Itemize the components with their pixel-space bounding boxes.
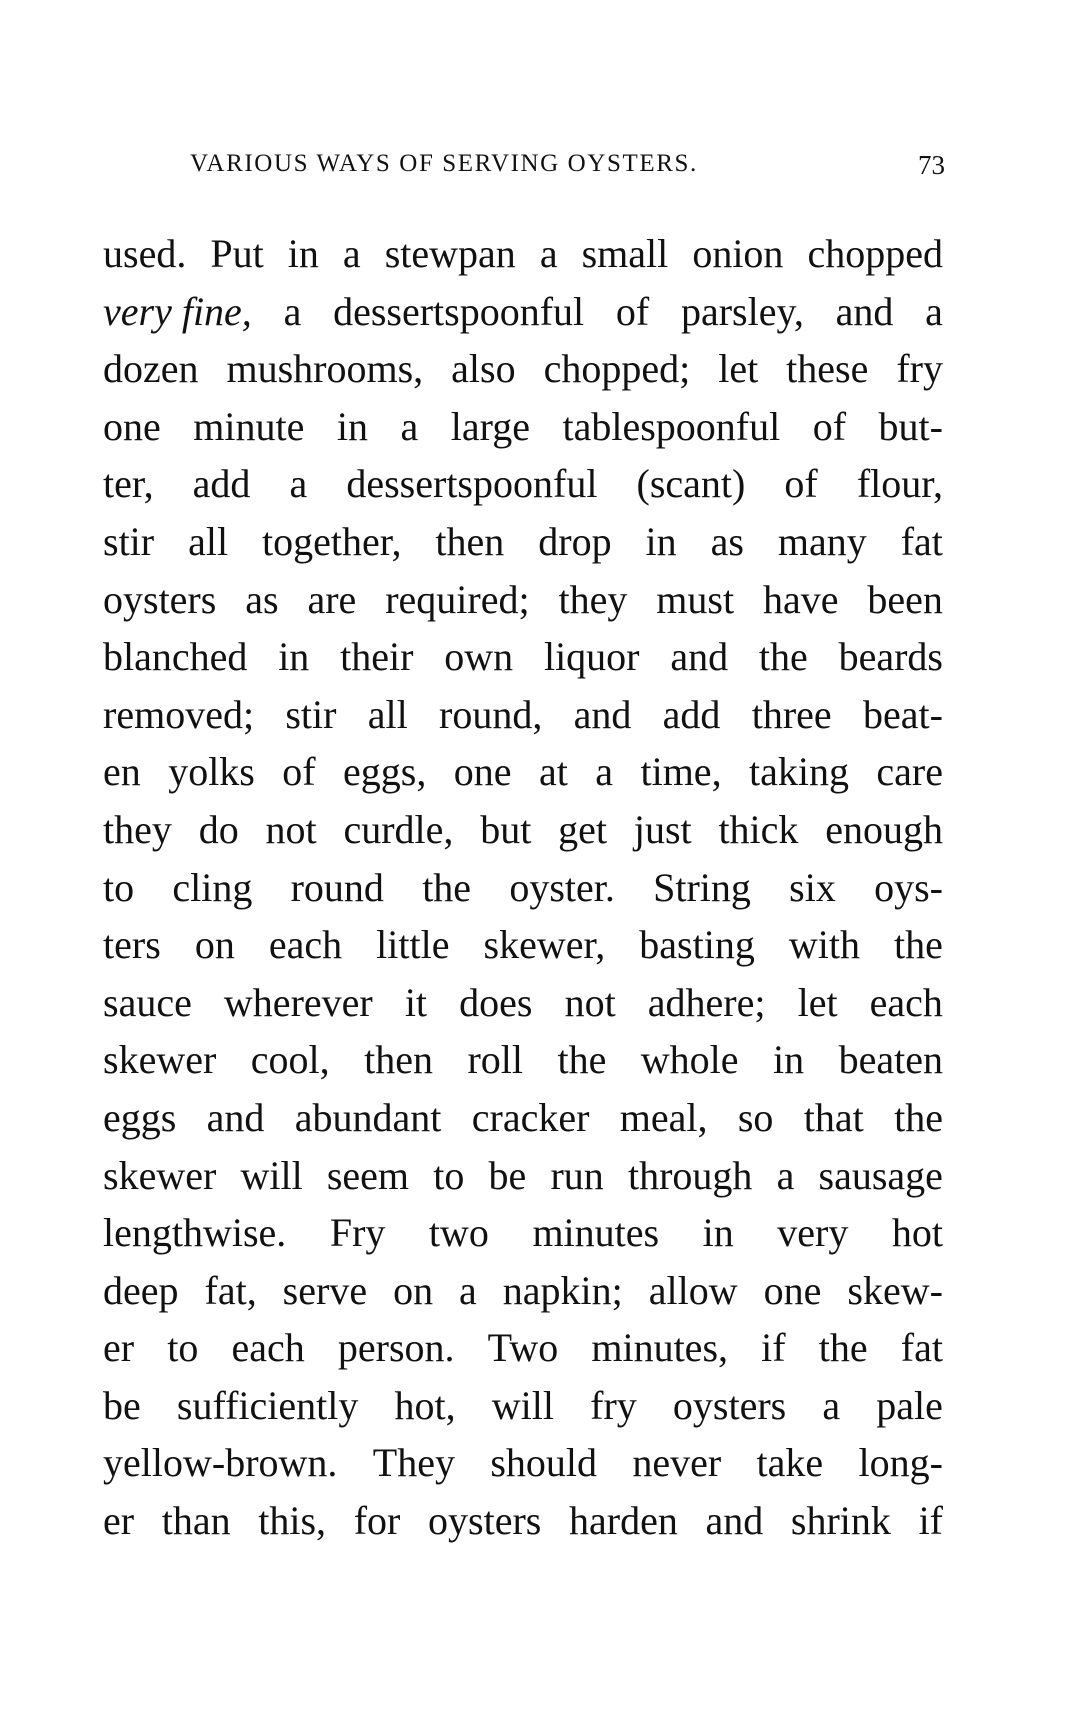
word: seem bbox=[326, 1152, 410, 1198]
word: many bbox=[777, 518, 867, 564]
text-line bbox=[103, 801, 943, 859]
word: on bbox=[393, 1267, 434, 1313]
word: not bbox=[564, 979, 616, 1025]
word: round, bbox=[439, 691, 543, 737]
running-title: VARIOUS WAYS OF SERVING OYSTERS. bbox=[190, 150, 698, 177]
word: a bbox=[925, 288, 943, 334]
word: fry bbox=[590, 1382, 637, 1428]
text-line bbox=[103, 686, 943, 744]
word: Two bbox=[487, 1325, 559, 1371]
word: cling bbox=[172, 864, 253, 910]
word: serve bbox=[282, 1267, 368, 1313]
word: deep bbox=[103, 1267, 179, 1313]
word: dessertspoonful bbox=[346, 461, 598, 507]
word: they bbox=[558, 576, 628, 622]
word: and bbox=[573, 691, 632, 737]
text-line bbox=[103, 1031, 943, 1089]
word: not bbox=[265, 806, 317, 852]
word: to bbox=[167, 1325, 199, 1371]
word: sufficiently bbox=[176, 1382, 359, 1428]
word: stir bbox=[103, 518, 155, 564]
word: dessertspoonful bbox=[333, 288, 585, 334]
word: the bbox=[894, 1094, 943, 1140]
text-line bbox=[103, 225, 943, 283]
text-line bbox=[103, 974, 943, 1032]
word: hot, bbox=[394, 1382, 456, 1428]
word: adhere; bbox=[647, 979, 766, 1025]
word: eggs bbox=[103, 1094, 177, 1140]
word: Put bbox=[210, 231, 264, 276]
word: very bbox=[777, 1210, 849, 1256]
word: a bbox=[289, 461, 308, 507]
word: large bbox=[450, 403, 530, 449]
text-line bbox=[103, 1434, 943, 1492]
word: of bbox=[812, 403, 847, 449]
word: a bbox=[539, 231, 558, 276]
word: to bbox=[103, 864, 135, 910]
word: ters bbox=[103, 922, 161, 968]
word: will bbox=[491, 1382, 554, 1428]
word: beards bbox=[838, 634, 943, 680]
word: if bbox=[918, 1498, 943, 1544]
word: Fry bbox=[329, 1210, 386, 1256]
word: a bbox=[776, 1152, 795, 1198]
word: also bbox=[451, 346, 516, 392]
word: mushrooms, bbox=[226, 346, 424, 392]
word: required; bbox=[385, 576, 530, 622]
word: er bbox=[103, 1325, 135, 1371]
word: than bbox=[161, 1498, 231, 1544]
word: a bbox=[342, 231, 361, 276]
word: all bbox=[188, 518, 229, 564]
text-line bbox=[103, 1262, 943, 1320]
word: fat bbox=[900, 518, 943, 564]
word: do bbox=[198, 806, 239, 852]
word: of bbox=[282, 749, 316, 795]
text-line bbox=[103, 1089, 943, 1147]
text-line bbox=[103, 571, 943, 629]
body-text bbox=[103, 225, 943, 1550]
word: pale bbox=[876, 1382, 943, 1428]
word: one bbox=[103, 403, 161, 449]
text-line bbox=[103, 916, 943, 974]
word: whole bbox=[640, 1037, 739, 1083]
word: hot bbox=[891, 1210, 943, 1256]
word: each bbox=[268, 922, 343, 968]
word: yellow-brown. bbox=[103, 1440, 338, 1486]
running-head bbox=[190, 150, 945, 190]
word: small bbox=[581, 231, 669, 276]
word: take bbox=[756, 1440, 824, 1486]
word: round bbox=[290, 864, 384, 910]
word: so bbox=[737, 1094, 774, 1140]
word: the bbox=[422, 864, 472, 910]
word: they bbox=[103, 806, 172, 852]
word: very fine, bbox=[103, 288, 252, 334]
word: then bbox=[364, 1037, 433, 1083]
word: a bbox=[400, 403, 419, 449]
word: each bbox=[869, 979, 943, 1025]
word: blanched bbox=[103, 634, 248, 680]
text-line bbox=[103, 628, 943, 686]
word: as bbox=[245, 576, 279, 622]
word: wherever bbox=[223, 979, 373, 1025]
word: meal, bbox=[619, 1094, 708, 1140]
text-line bbox=[103, 398, 943, 456]
word: it bbox=[404, 979, 428, 1025]
word: skew- bbox=[847, 1267, 943, 1313]
word: as bbox=[710, 518, 744, 564]
word: onion bbox=[692, 231, 784, 276]
word: in bbox=[645, 518, 677, 564]
word: skewer, bbox=[483, 922, 606, 968]
word: allow bbox=[648, 1267, 738, 1313]
text-line bbox=[103, 743, 943, 801]
text-line bbox=[103, 1377, 943, 1435]
word: the bbox=[557, 1037, 607, 1083]
word: the bbox=[758, 634, 808, 680]
word: of bbox=[784, 461, 818, 507]
word: skewer bbox=[103, 1037, 217, 1083]
word: yolks bbox=[168, 749, 255, 795]
word: have bbox=[762, 576, 839, 622]
word: a bbox=[595, 749, 614, 795]
word: parsley, bbox=[680, 288, 804, 334]
word: in bbox=[287, 231, 319, 276]
word: does bbox=[459, 979, 533, 1025]
word: run bbox=[550, 1152, 604, 1198]
word: oysters bbox=[428, 1498, 542, 1544]
word: abundant bbox=[294, 1094, 442, 1140]
word: care bbox=[876, 749, 943, 795]
word: and bbox=[705, 1498, 764, 1544]
word: chopped; bbox=[543, 346, 691, 392]
word: stewpan bbox=[384, 231, 516, 276]
word: ter, bbox=[103, 461, 154, 507]
word: own bbox=[444, 634, 514, 680]
word: minutes bbox=[532, 1210, 660, 1256]
word: and bbox=[206, 1094, 265, 1140]
word: thick bbox=[718, 806, 799, 852]
word: fry bbox=[896, 346, 943, 392]
word: They bbox=[372, 1440, 455, 1486]
text-line bbox=[103, 1492, 943, 1550]
word: eggs, bbox=[343, 749, 427, 795]
word: sausage bbox=[818, 1152, 943, 1198]
word: the bbox=[894, 922, 943, 968]
word: used. bbox=[103, 231, 187, 276]
word: String bbox=[653, 864, 751, 910]
word: one bbox=[453, 749, 512, 795]
word: minutes, bbox=[591, 1325, 729, 1371]
word: curdle, bbox=[343, 806, 454, 852]
word: but bbox=[480, 806, 532, 852]
word: with bbox=[788, 922, 860, 968]
word: (scant) bbox=[636, 461, 746, 507]
word: at bbox=[538, 749, 568, 795]
word: this, bbox=[258, 1498, 327, 1544]
word: one bbox=[763, 1267, 822, 1313]
word: to bbox=[433, 1152, 465, 1198]
word: stir bbox=[285, 691, 337, 737]
word: harden bbox=[569, 1498, 678, 1544]
word: roll bbox=[467, 1037, 523, 1083]
word: be bbox=[103, 1382, 141, 1428]
text-line bbox=[103, 1319, 943, 1377]
word: little bbox=[376, 922, 450, 968]
word: tablespoonful bbox=[562, 403, 781, 449]
word: oys- bbox=[874, 864, 943, 910]
word: cool, bbox=[250, 1037, 330, 1083]
word: the bbox=[818, 1325, 868, 1371]
word: these bbox=[786, 346, 869, 392]
word: are bbox=[307, 576, 357, 622]
word: if bbox=[761, 1325, 786, 1371]
word: er bbox=[103, 1498, 135, 1544]
word: drop bbox=[538, 518, 612, 564]
word: lengthwise. bbox=[103, 1210, 287, 1256]
word: together, bbox=[262, 518, 402, 564]
text-line bbox=[103, 513, 943, 571]
word: person. bbox=[337, 1325, 455, 1371]
word: beat- bbox=[862, 691, 943, 737]
word: flour, bbox=[856, 461, 943, 507]
word: a bbox=[822, 1382, 841, 1428]
word: in bbox=[702, 1210, 734, 1256]
text-line bbox=[103, 859, 943, 917]
word: be bbox=[488, 1152, 527, 1198]
word: oysters bbox=[672, 1382, 787, 1428]
word: on bbox=[194, 922, 235, 968]
word: oyster. bbox=[509, 864, 615, 910]
word: in bbox=[336, 403, 368, 449]
word: all bbox=[367, 691, 408, 737]
word: fat, bbox=[204, 1267, 257, 1313]
word: but- bbox=[878, 403, 943, 449]
word: time, bbox=[640, 749, 722, 795]
word: two bbox=[428, 1210, 489, 1256]
word: in bbox=[278, 634, 310, 680]
word: been bbox=[867, 576, 943, 622]
word: shrink bbox=[790, 1498, 891, 1544]
word: in bbox=[773, 1037, 805, 1083]
word: never bbox=[632, 1440, 722, 1486]
word: six bbox=[789, 864, 836, 910]
word: their bbox=[340, 634, 414, 680]
word: should bbox=[490, 1440, 597, 1486]
word: basting bbox=[639, 922, 755, 968]
word: long- bbox=[858, 1440, 943, 1486]
text-line bbox=[103, 1147, 943, 1205]
word: add bbox=[662, 691, 721, 737]
text-line bbox=[103, 340, 943, 398]
word: sauce bbox=[103, 979, 192, 1025]
word: napkin; bbox=[502, 1267, 623, 1313]
word: liquor bbox=[543, 634, 640, 680]
word: chopped bbox=[807, 231, 943, 276]
text-line bbox=[103, 283, 943, 341]
word: let bbox=[797, 979, 838, 1025]
page-number: 73 bbox=[918, 150, 945, 180]
word: must bbox=[656, 576, 735, 622]
word: a bbox=[283, 288, 302, 334]
word: three bbox=[751, 691, 832, 737]
word: a bbox=[459, 1267, 477, 1313]
text-line bbox=[103, 1204, 943, 1262]
word: through bbox=[627, 1152, 753, 1198]
word: and bbox=[835, 288, 894, 334]
word: will bbox=[240, 1152, 303, 1198]
word: just bbox=[633, 806, 692, 852]
word: taking bbox=[748, 749, 849, 795]
word: minute bbox=[193, 403, 305, 449]
word: for bbox=[353, 1498, 401, 1544]
word: cracker bbox=[471, 1094, 590, 1140]
word: get bbox=[558, 806, 608, 852]
word: that bbox=[803, 1094, 864, 1140]
word: oysters bbox=[103, 576, 217, 622]
word: each bbox=[231, 1325, 305, 1371]
word: and bbox=[670, 634, 729, 680]
word: let bbox=[718, 346, 759, 392]
word: fat bbox=[900, 1325, 943, 1371]
word: enough bbox=[825, 806, 943, 852]
text-line bbox=[103, 455, 943, 513]
word: en bbox=[103, 749, 141, 795]
word: removed; bbox=[103, 691, 255, 737]
word: add bbox=[192, 461, 251, 507]
word: of bbox=[615, 288, 650, 334]
word: dozen bbox=[103, 346, 199, 392]
word: then bbox=[435, 518, 505, 564]
word: skewer bbox=[103, 1152, 217, 1198]
word: beaten bbox=[838, 1037, 943, 1083]
